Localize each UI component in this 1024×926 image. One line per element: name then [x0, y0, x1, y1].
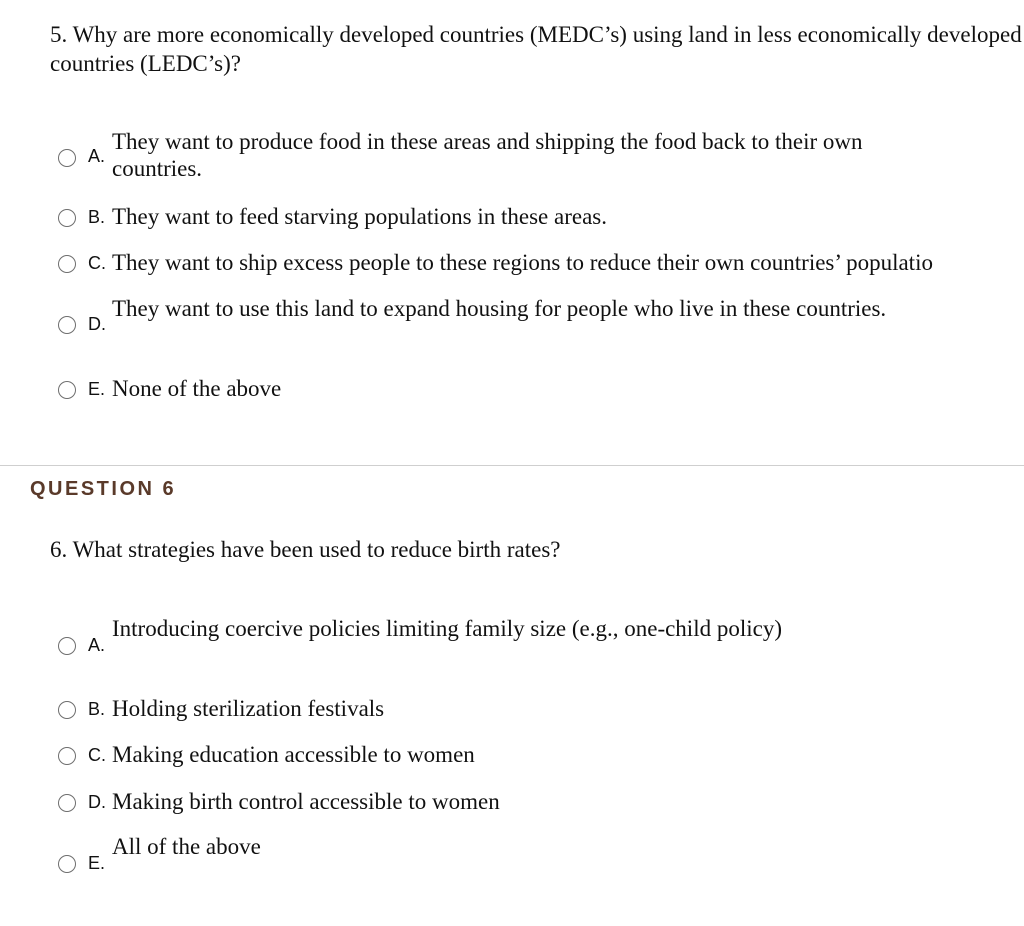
option-text-line-1: They want to produce food in these areas and shipping the food back to their own — [112, 129, 863, 154]
option-text: Introducing coercive policies limiting family size (e.g., one-child policy) — [112, 616, 782, 641]
radio-button[interactable] — [58, 209, 76, 227]
option-text: None of the above — [112, 376, 282, 401]
radio-button[interactable] — [58, 701, 76, 719]
option-letter: C. — [88, 253, 106, 273]
option-letter: B. — [88, 207, 106, 227]
option-text-line-2: countries. — [112, 156, 203, 181]
radio-button[interactable] — [58, 149, 76, 167]
radio-button[interactable] — [58, 316, 76, 334]
radio-button[interactable] — [58, 637, 76, 655]
option-letter: D. — [88, 314, 106, 334]
option-letter: B. — [88, 699, 106, 719]
option-letter: E. — [88, 379, 106, 399]
option-letter: A. — [88, 635, 106, 655]
option-text: Making birth control accessible to women — [112, 789, 500, 814]
option-letter: D. — [88, 792, 106, 812]
radio-button[interactable] — [58, 255, 76, 273]
option-text: All of the above — [112, 834, 261, 859]
radio-button[interactable] — [58, 855, 76, 873]
option-letter: E. — [88, 853, 106, 873]
radio-button[interactable] — [58, 747, 76, 765]
option-letter: A. — [88, 146, 106, 166]
section-divider — [0, 465, 1024, 466]
radio-button[interactable] — [58, 794, 76, 812]
option-text: They want to use this land to expand housing for people who live in these countries. — [112, 296, 887, 321]
option-text: Making education accessible to women — [112, 742, 475, 767]
option-text: They want to ship excess people to these regions to reduce their own countries’ populatio — [112, 250, 933, 275]
question-6-prompt: 6. What strategies have been used to reduce birth rates? — [50, 537, 561, 562]
option-text: They want to feed starving populations in these areas. — [112, 204, 607, 229]
option-text: Holding sterilization festivals — [112, 696, 385, 721]
option-letter: C. — [88, 745, 106, 765]
question-5-prompt: 5. Why are more economically developed countries (MEDC’s) using land in less economically developed countries (LEDC’s)? — [50, 22, 1022, 76]
radio-button[interactable] — [58, 381, 76, 399]
question-6-header: QUESTION 6 — [30, 478, 177, 500]
